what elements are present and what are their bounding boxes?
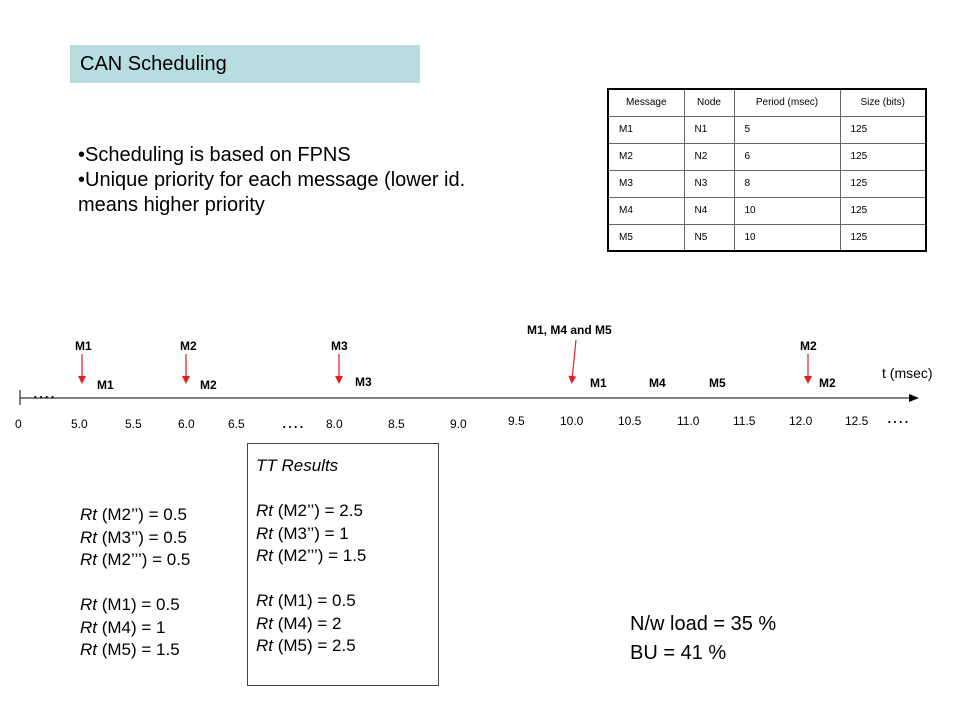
rt-value: (M2’’) = 0.5 (97, 505, 187, 524)
table-row (608, 170, 926, 197)
arrival-label: M1, M4 and M5 (527, 323, 612, 337)
rt-symbol: Rt (256, 613, 273, 633)
tick-label: 8.5 (388, 417, 405, 431)
tick-label: 10.5 (618, 414, 642, 428)
tt-heading-text: TT Results (256, 456, 339, 475)
bus-utilization: BU = 41 % (630, 642, 727, 664)
cell: 125 (840, 116, 926, 143)
cell: 125 (840, 224, 926, 251)
rt-value: (M5) = 2.5 (273, 636, 356, 655)
rt-value: (M1) = 0.5 (97, 595, 180, 614)
cell: 10 (734, 197, 840, 224)
network-load: N/w load = 35 % (630, 613, 777, 635)
arrival-label: M3 (331, 339, 348, 353)
header-message: Message (608, 89, 684, 116)
cell: 125 (840, 197, 926, 224)
timeline-diagram (0, 300, 960, 440)
table-row (608, 197, 926, 224)
table-row (608, 224, 926, 251)
cell: 8 (734, 170, 840, 197)
cell: N1 (684, 116, 734, 143)
rt-value: (M3’’) = 1 (273, 523, 349, 543)
cell: M2 (608, 143, 684, 170)
header-period: Period (msec) (734, 89, 840, 116)
tick-label: 6.0 (178, 417, 195, 431)
cell: N3 (684, 170, 734, 197)
cell: 5 (734, 116, 840, 143)
cell: 125 (840, 170, 926, 197)
transmission-label: M2 (819, 376, 836, 390)
arrival-labels (75, 323, 817, 353)
rt-symbol: Rt (256, 636, 273, 655)
cell: M1 (608, 116, 684, 143)
rt-results-can (80, 504, 190, 662)
rt-symbol: Rt (80, 527, 97, 547)
transmission-label: M1 (590, 376, 607, 390)
rt-value: (M2’’’) = 1.5 (273, 546, 367, 565)
header-node: Node (684, 89, 734, 116)
table-row (608, 116, 926, 143)
cell: N4 (684, 197, 734, 224)
rt-value: (M4) = 1 (97, 617, 166, 637)
rt-line (256, 635, 438, 658)
rt-line (256, 545, 438, 568)
table-row (608, 143, 926, 170)
slide-title: CAN Scheduling (70, 45, 420, 83)
ellipsis-left: …. (32, 382, 56, 402)
rt-value: (M5) = 1.5 (97, 640, 180, 659)
rt-symbol: Rt (80, 550, 97, 569)
tick-label: 11.5 (733, 414, 756, 428)
cell: 125 (840, 143, 926, 170)
rt-symbol: Rt (80, 640, 97, 659)
tick-label: 9.0 (450, 417, 467, 431)
rt-symbol: Rt (256, 523, 273, 543)
bullet-priority-cont: means higher priority (78, 194, 265, 216)
bullet-priority: •Unique priority for each message (lower id. (78, 169, 466, 191)
cell: 6 (734, 143, 840, 170)
rt-line (80, 527, 190, 550)
rt-line (80, 594, 190, 617)
transmission-label: M1 (97, 378, 114, 392)
ellipsis-right: …. (886, 407, 910, 427)
rt-line (80, 617, 190, 640)
cell: M3 (608, 170, 684, 197)
rt-value: (M2’’’) = 0.5 (97, 550, 191, 569)
header-size: Size (bits) (840, 89, 926, 116)
cell: N5 (684, 224, 734, 251)
tt-heading (256, 455, 438, 478)
tick-label: 5.0 (71, 417, 88, 431)
cell: 10 (734, 224, 840, 251)
arrival-arrow (572, 340, 576, 380)
tt-results-box (247, 443, 439, 686)
bullet-list (78, 143, 465, 218)
arrival-label: M2 (180, 339, 197, 353)
rt-symbol: Rt (256, 501, 273, 520)
rt-line (256, 523, 438, 546)
rt-symbol: Rt (256, 591, 273, 610)
rt-line (80, 549, 190, 572)
cell: M5 (608, 224, 684, 251)
rt-line (256, 613, 438, 636)
rt-line (256, 590, 438, 613)
cell: N2 (684, 143, 734, 170)
tick-label: 10.0 (560, 414, 584, 428)
transmission-label: M4 (649, 376, 666, 390)
tick-label: 0 (15, 417, 22, 431)
arrival-label: M2 (800, 339, 817, 353)
rt-line (80, 639, 190, 662)
rt-line (80, 504, 190, 527)
transmission-label: M2 (200, 378, 217, 392)
rt-symbol: Rt (80, 595, 97, 614)
rt-value: (M1) = 0.5 (273, 591, 356, 610)
table-header-row (608, 89, 926, 116)
tick-label: 9.5 (508, 414, 525, 428)
tick-label: 12.0 (789, 414, 813, 428)
rt-symbol: Rt (80, 505, 97, 524)
ellipsis-middle: …. (281, 412, 305, 432)
load-summary (630, 610, 776, 668)
tick-label: 6.5 (228, 417, 245, 431)
tick-label: 12.5 (845, 414, 869, 428)
message-table (607, 88, 927, 252)
tick-label: 5.5 (125, 417, 142, 431)
transmission-label: M5 (709, 376, 726, 390)
tick-label: 8.0 (326, 417, 343, 431)
rt-value: (M2’’) = 2.5 (273, 501, 363, 520)
tick-label: 11.0 (677, 414, 700, 428)
rt-value: (M4) = 2 (273, 613, 342, 633)
axis-label: t (msec) (882, 365, 933, 381)
rt-value: (M3’’) = 0.5 (97, 527, 187, 547)
bullet-fpns: •Scheduling is based on FPNS (78, 144, 351, 166)
rt-symbol: Rt (256, 546, 273, 565)
transmission-label: M3 (355, 375, 372, 389)
cell: M4 (608, 197, 684, 224)
rt-symbol: Rt (80, 617, 97, 637)
rt-line (256, 500, 438, 523)
tick-labels (15, 414, 869, 431)
arrival-label: M1 (75, 339, 92, 353)
transmission-labels (97, 375, 836, 392)
